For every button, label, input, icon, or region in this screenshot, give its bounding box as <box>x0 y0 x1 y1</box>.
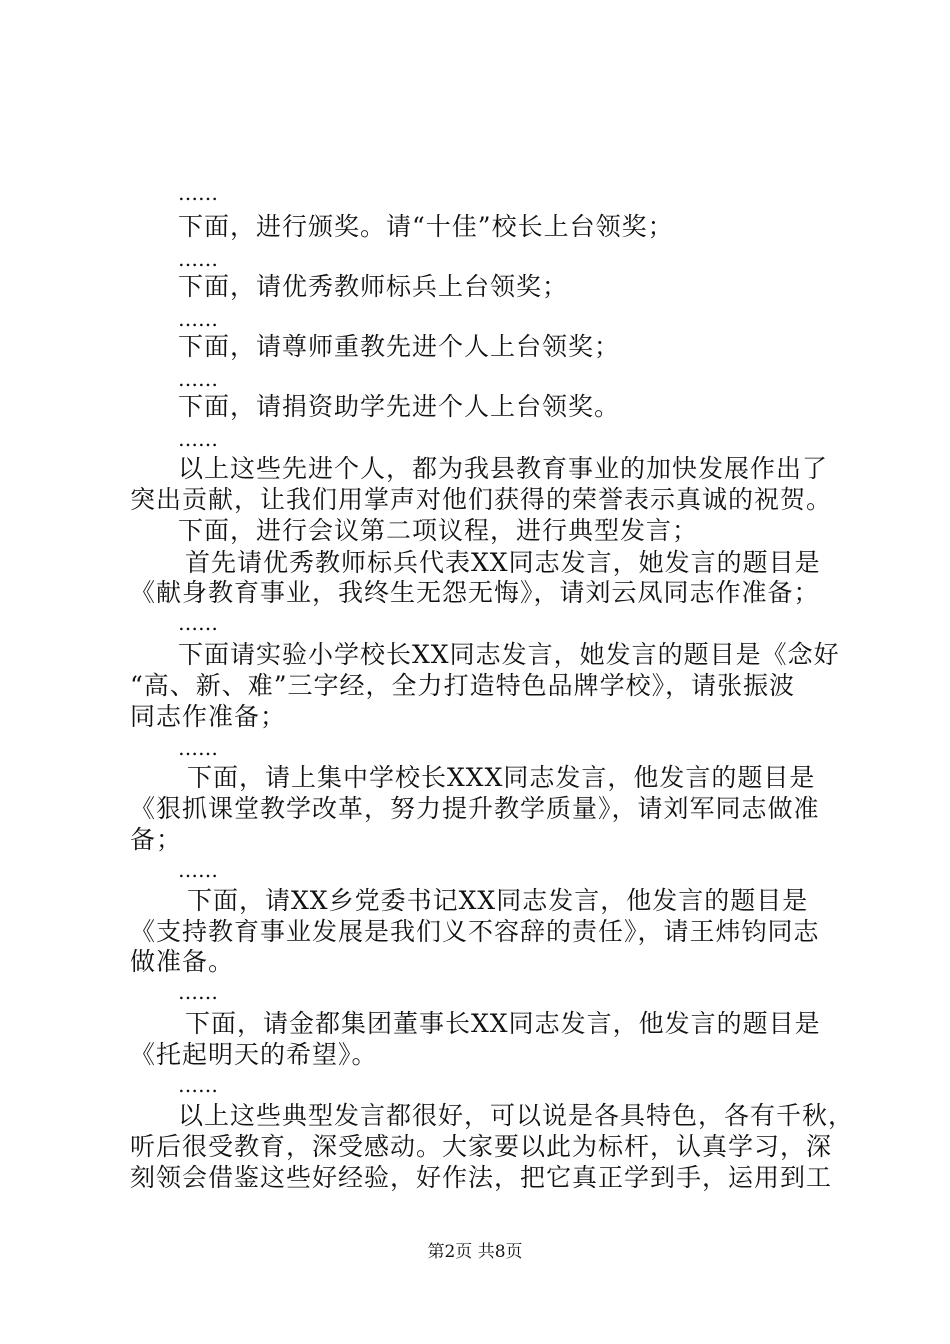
ellipsis-line: …… <box>178 307 218 331</box>
text-line: 以上这些典型发言都很好，可以说是各具特色，各有千秋， <box>178 1101 855 1130</box>
text-line: 突出贡献，让我们用掌声对他们获得的荣誉表示真诚的祝贺。 <box>130 485 833 514</box>
text-line: 下面，请上集中学校长XXX同志发言，他发言的题目是 <box>187 763 816 792</box>
text-line: 听后很受教育，深受感动。大家要以此为标杆，认真学习，深 <box>130 1132 833 1161</box>
text-line: 做准备。 <box>130 947 235 976</box>
text-line: 首先请优秀教师标兵代表XX同志发言，她发言的题目是 <box>185 548 821 577</box>
text-line: 同志作准备； <box>130 702 287 731</box>
text-line: 《献身教育事业，我终生无怨无悔》，请刘云凤同志作准备； <box>130 578 820 607</box>
text-line: 下面，进行颁奖。请“十佳”校长上台领奖； <box>178 212 674 241</box>
text-line: 下面请实验小学校长XX同志发言，她发言的题目是《念好 <box>178 640 840 669</box>
ellipsis-line: …… <box>178 367 218 391</box>
ellipsis-line: …… <box>178 736 218 760</box>
ellipsis-line: …… <box>178 611 218 635</box>
ellipsis-line: …… <box>178 181 218 205</box>
ellipsis-line: …… <box>178 427 218 451</box>
ellipsis-line: …… <box>178 1073 218 1097</box>
text-line: 下面，请优秀教师标兵上台领奖； <box>178 272 569 301</box>
text-line: 下面，请尊师重教先进个人上台领奖； <box>178 332 621 361</box>
text-line: 下面，请捐资助学先进个人上台领奖。 <box>178 392 621 421</box>
page-footer: 第2页 共8页 <box>427 1242 523 1262</box>
text-line: 以上这些先进个人，都为我县教育事业的加快发展作出了 <box>178 454 829 483</box>
text-line: 备； <box>130 825 183 854</box>
text-line: 下面，进行会议第二项议程，进行典型发言； <box>178 516 699 545</box>
text-line: 下面，请XX乡党委书记XX同志发言，他发言的题目是 <box>187 886 809 915</box>
text-line: 《支持教育事业发展是我们义不容辞的责任》，请王炜钧同志 <box>130 917 820 946</box>
text-line: “高、新、难”三字经，全力打造特色品牌学校》，请张振波 <box>130 671 796 700</box>
ellipsis-line: …… <box>178 980 218 1004</box>
text-line: 刻领会借鉴这些好经验，好作法，把它真正学到手，运用到工 <box>130 1163 833 1192</box>
text-line: 《托起明天的希望》。 <box>130 1040 378 1069</box>
text-line: 下面，请金都集团董事长XX同志发言，他发言的题目是 <box>185 1009 821 1038</box>
ellipsis-line: …… <box>178 858 218 882</box>
ellipsis-line: …… <box>178 247 218 271</box>
text-line: 《狠抓课堂教学改革，努力提升教学质量》，请刘军同志做准 <box>130 794 820 823</box>
